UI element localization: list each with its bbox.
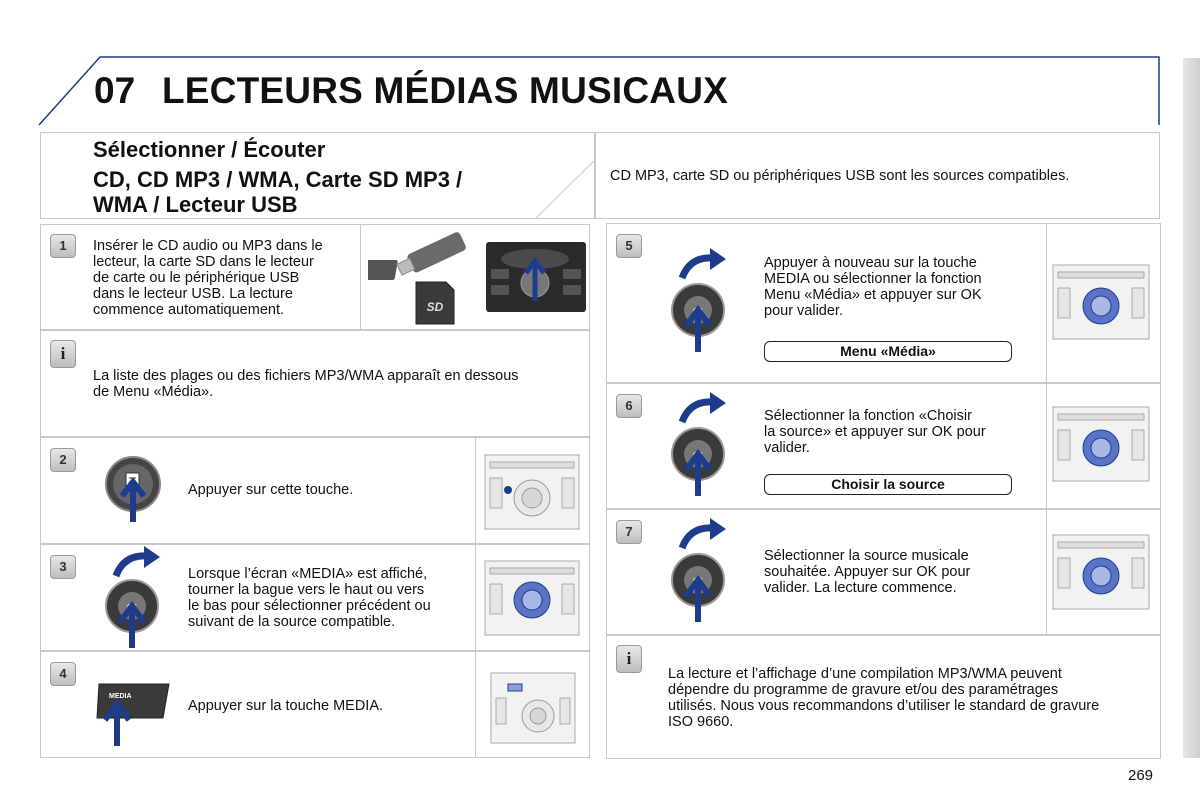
svg-text:OK: OK bbox=[692, 452, 704, 459]
sd-card-icon bbox=[414, 280, 456, 326]
step-3-badge: 3 bbox=[50, 555, 76, 579]
step-1-line: Insérer le CD audio ou MP3 dans le bbox=[93, 238, 323, 254]
info-1-line: de Menu «Média». bbox=[93, 384, 214, 400]
step-2-line: Appuyer sur cette touche. bbox=[188, 482, 354, 498]
step-3-line: tourner la bague vers le haut ou vers bbox=[188, 582, 425, 598]
step-6-badge: 6 bbox=[616, 394, 642, 418]
intro-text: CD MP3, carte SD ou périphériques USB sont les sources compatibles. bbox=[610, 168, 1070, 184]
ok-knob-rotate-icon bbox=[668, 516, 730, 624]
info-2-icon: i bbox=[616, 645, 642, 673]
step-7-line: Sélectionner la source musicale bbox=[764, 548, 969, 564]
ok-knob-rotate-icon bbox=[668, 246, 730, 354]
step-6-line: valider. bbox=[764, 440, 810, 456]
step-6-divider bbox=[1046, 383, 1047, 509]
step-4-divider bbox=[475, 651, 476, 758]
ok-knob-rotate-icon bbox=[668, 390, 730, 498]
side-tab bbox=[1183, 58, 1200, 758]
step-7-divider bbox=[1046, 509, 1047, 635]
info-2-line: utilisés. Nous vous recommandons d’utiliser le standard de gravure bbox=[668, 698, 1100, 714]
step-4-badge: 4 bbox=[50, 662, 76, 686]
step-1-line: de carte ou le périphérique USB bbox=[93, 270, 300, 286]
svg-text:MEDIA: MEDIA bbox=[109, 693, 132, 700]
svg-text:OK: OK bbox=[126, 604, 138, 611]
section-subtitle-line2: WMA / Lecteur USB bbox=[93, 192, 298, 217]
info-2-line: ISO 9660. bbox=[668, 714, 734, 730]
svg-text:SD: SD bbox=[426, 300, 444, 314]
radio-panel-knob-highlight-illustration bbox=[484, 560, 580, 636]
step-1-divider bbox=[360, 224, 361, 330]
step-3-divider bbox=[475, 544, 476, 651]
info-2-line: dépendre du programme de gravure et/ou des paramétrages bbox=[668, 682, 1059, 698]
step-1-badge: 1 bbox=[50, 234, 76, 258]
menu-media-label: Menu «Média» bbox=[764, 341, 1012, 362]
step-1-line: commence automatiquement. bbox=[93, 302, 285, 318]
step-3-line: le bas pour sélectionner précédent ou bbox=[188, 598, 431, 614]
section-title-corner bbox=[530, 160, 596, 220]
radio-panel-knob-highlight-illustration bbox=[1052, 264, 1150, 340]
page-number: 269 bbox=[1128, 767, 1154, 784]
step-6-line: Sélectionner la fonction «Choisir bbox=[764, 408, 972, 424]
step-3-line: suivant de la source compatible. bbox=[188, 614, 396, 630]
step-5-line: MEDIA ou sélectionner la fonction bbox=[764, 271, 982, 287]
info-2-line: La lecture et l’affichage d’une compilation MP3/WMA peuvent bbox=[668, 666, 1062, 682]
step-5-badge: 5 bbox=[616, 234, 642, 258]
step-5-divider bbox=[1046, 223, 1047, 383]
step-5-line: Menu «Média» et appuyer sur OK bbox=[764, 287, 982, 303]
svg-text:OK: OK bbox=[692, 578, 704, 585]
ok-knob-rotate-icon bbox=[102, 544, 164, 650]
radio-panel-illustration bbox=[484, 454, 580, 530]
chapter-number: 07 bbox=[94, 70, 136, 111]
step-7-line: valider. La lecture commence. bbox=[764, 580, 957, 596]
info-1-icon: i bbox=[50, 340, 76, 368]
radio-panel-knob-highlight-illustration bbox=[1052, 406, 1150, 482]
media-list-button-icon bbox=[104, 452, 162, 524]
radio-panel-knob-highlight-illustration bbox=[1052, 534, 1150, 610]
step-7-line: souhaitée. Appuyer sur OK pour bbox=[764, 564, 971, 580]
svg-text:OK: OK bbox=[692, 308, 704, 315]
step-7-badge: 7 bbox=[616, 520, 642, 544]
step-4-line: Appuyer sur la touche MEDIA. bbox=[188, 698, 384, 714]
choose-source-label: Choisir la source bbox=[764, 474, 1012, 495]
info-1-line: La liste des plages ou des fichiers MP3/WMA apparaît en dessous bbox=[93, 368, 519, 384]
step-5-line: pour valider. bbox=[764, 303, 843, 319]
radio-panel-media-key-illustration bbox=[490, 672, 576, 744]
usb-stick-icon bbox=[368, 226, 468, 288]
media-key-icon bbox=[95, 678, 173, 748]
radio-cd-slot-illustration bbox=[485, 241, 587, 313]
step-2-badge: 2 bbox=[50, 448, 76, 472]
section-subtitle-line1: CD, CD MP3 / WMA, Carte SD MP3 / bbox=[93, 167, 463, 192]
step-2-divider bbox=[475, 437, 476, 544]
section-title: Sélectionner / Écouter bbox=[93, 137, 326, 162]
step-5-line: Appuyer à nouveau sur la touche bbox=[764, 255, 977, 271]
step-1-line: dans le lecteur USB. La lecture bbox=[93, 286, 293, 302]
step-1-line: lecteur, la carte SD dans le lecteur bbox=[93, 254, 314, 270]
step-6-line: la source» et appuyer sur OK pour bbox=[764, 424, 986, 440]
step-3-line: Lorsque l’écran «MEDIA» est affiché, bbox=[188, 566, 428, 582]
chapter-title: LECTEURS MÉDIAS MUSICAUX bbox=[162, 70, 728, 111]
